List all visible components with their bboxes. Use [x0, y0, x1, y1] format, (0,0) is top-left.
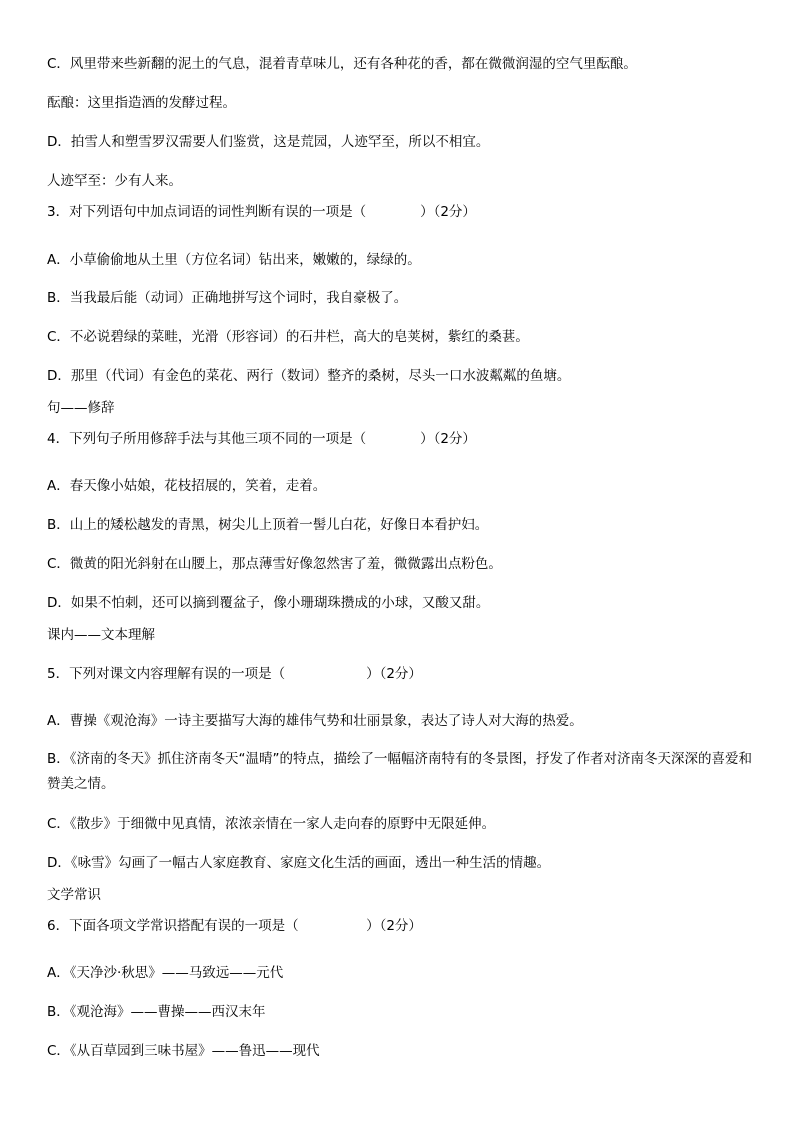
question-6-option-b: B．《观沧海》——曹操——西汉末年 [47, 1004, 266, 1020]
section-heading: 句——修辞 [47, 400, 115, 416]
question-3-option-a: A．小草偷偷地从土里（方位名词）钻出来，嫩嫩的，绿绿的。 [47, 252, 421, 268]
question-3-option-c: C．不必说碧绿的菜畦，光滑（形容词）的石井栏，高大的皂荚树，紫红的桑葚。 [47, 329, 529, 345]
section-heading: 文学常识 [47, 887, 101, 903]
question-5-option-a: A．曹操《观沧海》一诗主要描写大海的雄伟气势和壮丽景象，表达了诗人对大海的热爱。 [47, 713, 583, 729]
question-6: 6．下面各项文学常识搭配有误的一项是（ ）（2分） [47, 918, 422, 934]
question-4: 4．下列句子所用修辞手法与其他三项不同的一项是（ ）（2分） [47, 431, 476, 447]
question-5-option-c: C．《散步》于细微中见真情，浓浓亲情在一家人走向春的原野中无限延伸。 [47, 816, 496, 832]
question-5: 5．下列对课文内容理解有误的一项是（ ）（2分） [47, 666, 422, 682]
option-c-text: C．风里带来些新翻的泥土的气息，混着青草味儿，还有各种花的香，都在微微润湿的空气里酝酿。 [47, 56, 637, 72]
note-text: 人迹罕至：少有人来。 [47, 173, 182, 189]
question-6-option-a: A．《天净沙·秋思》——马致远——元代 [47, 965, 284, 981]
question-4-option-d: D．如果不怕刺，还可以摘到覆盆子，像小珊瑚珠攒成的小球，又酸又甜。 [47, 595, 490, 611]
question-3: 3．对下列语句中加点词语的词性判断有误的一项是（ ）（2分） [47, 204, 476, 220]
question-3-option-d: D．那里（代词）有金色的菜花、两行（数词）整齐的桑树，尽头一口水波粼粼的鱼塘。 [47, 368, 571, 384]
question-6-option-c: C．《从百草园到三味书屋》——鲁迅——现代 [47, 1043, 320, 1059]
question-5-option-d: D．《咏雪》勾画了一幅古人家庭教育、家庭文化生活的画面，透出一种生活的情趣。 [47, 855, 551, 871]
question-3-option-b: B．当我最后能（动词）正确地拼写这个词时，我自豪极了。 [47, 290, 408, 306]
note-text: 酝酿：这里指造酒的发酵过程。 [47, 95, 236, 111]
question-5-option-b: B．《济南的冬天》抓住济南冬天“温晴”的特点，描绘了一幅幅济南特有的冬景图，抒发了作者对济南冬天深深的喜爱和赞美之情。 [47, 751, 752, 792]
question-4-option-a: A．春天像小姑娘，花枝招展的，笑着，走着。 [47, 478, 327, 494]
question-4-option-c: C．微黄的阳光斜射在山腰上，那点薄雪好像忽然害了羞，微微露出点粉色。 [47, 556, 502, 572]
question-4-option-b: B．山上的矮松越发的青黑，树尖儿上顶着一髻儿白花，好像日本看护妇。 [47, 517, 489, 533]
option-d-text: D．拍雪人和塑雪罗汉需要人们鉴赏，这是荒园，人迹罕至，所以不相宜。 [47, 134, 490, 150]
section-heading: 课内——文本理解 [47, 627, 155, 643]
